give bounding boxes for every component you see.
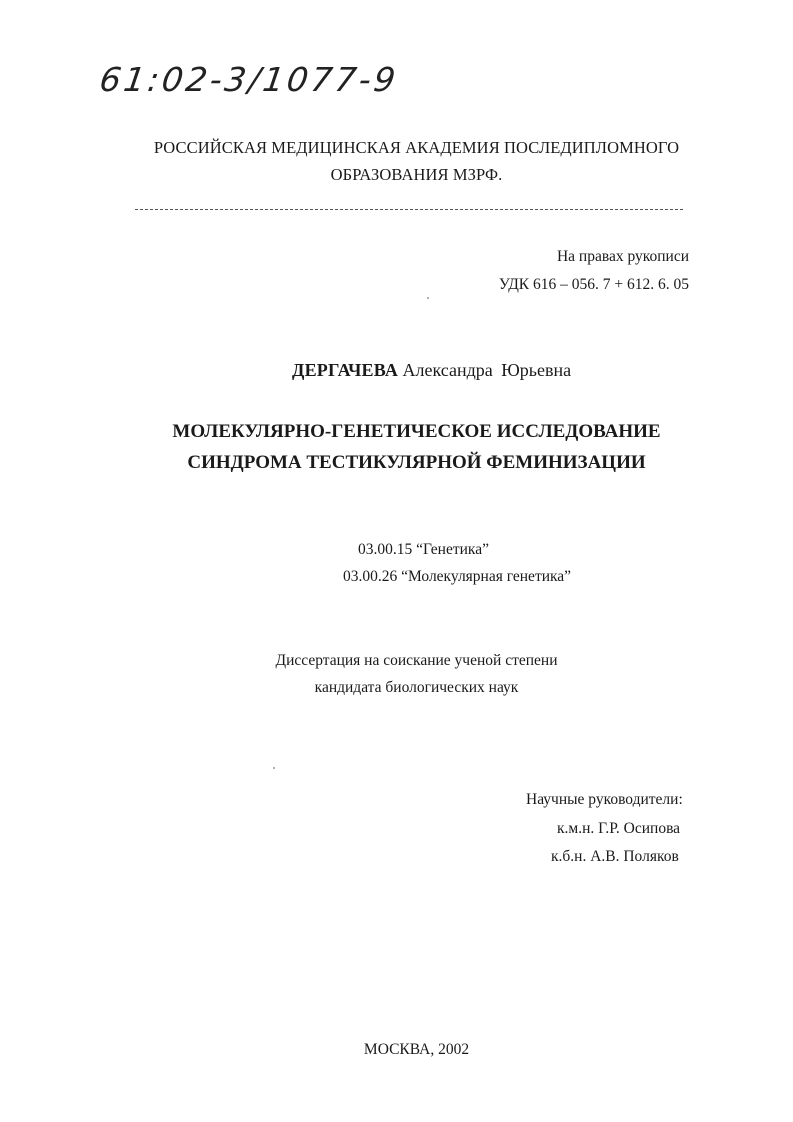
scan-speck	[273, 767, 275, 769]
specialty-genetics: 03.00.15 “Генетика”	[358, 541, 489, 558]
supervisors-heading: Научные руководители:	[526, 791, 683, 808]
supervisor-1: к.м.н. Г.Р. Осипова	[557, 820, 681, 837]
author-given-names: Александра Юрьевна	[402, 360, 572, 380]
dissertation-title-line-1: МОЛЕКУЛЯРНО-ГЕНЕТИЧЕСКОЕ ИССЛЕДОВАНИЕ	[172, 421, 661, 442]
author-surname: ДЕРГАЧЕВА	[292, 360, 399, 380]
organization-line-1: РОССИЙСКАЯ МЕДИЦИНСКАЯ АКАДЕМИЯ ПОСЛЕДИПЛОМНОГО	[153, 138, 680, 157]
dissertation-title-line-2: СИНДРОМА ТЕСТИКУЛЯРНОЙ ФЕМИНИЗАЦИИ	[187, 452, 646, 473]
degree-statement-line-2: кандидата биологических наук	[314, 679, 519, 696]
divider-rule	[135, 209, 683, 210]
city-year: МОСКВА, 2002	[363, 1041, 470, 1058]
supervisor-2: к.б.н. А.В. Поляков	[551, 848, 679, 865]
specialty-molecular-genetics: 03.00.26 “Молекулярная генетика”	[343, 568, 572, 585]
scan-speck	[427, 297, 429, 299]
organization-line-2: ОБРАЗОВАНИЯ МЗРФ.	[330, 165, 503, 184]
manuscript-rights-note: На правах рукописи	[556, 248, 689, 265]
handwritten-archive-code: 61:02-3/1077-9	[97, 60, 401, 99]
udk-code: УДК 616 – 056. 7 + 612. 6. 05	[498, 276, 689, 293]
author-name	[292, 360, 571, 381]
degree-statement-line-1: Диссертация на соискание ученой степени	[275, 652, 558, 669]
